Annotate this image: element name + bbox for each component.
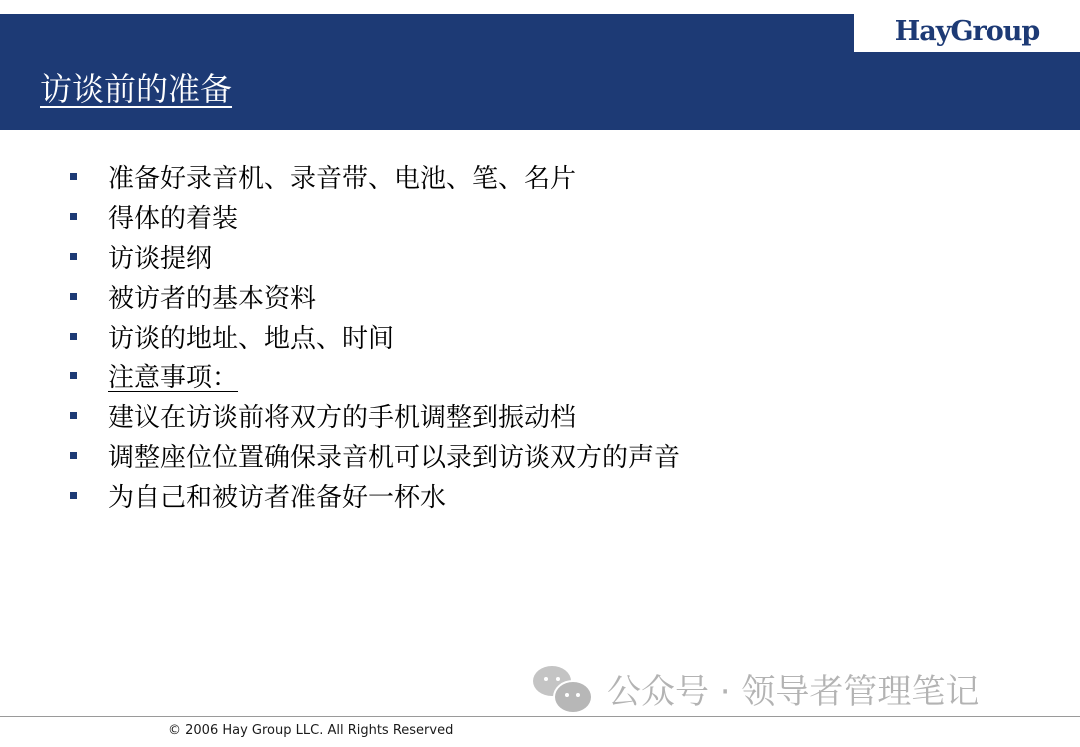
bullet-item xyxy=(70,316,680,356)
bullet-text: 访谈提纲 xyxy=(108,243,213,274)
square-bullet-icon xyxy=(70,372,77,379)
square-bullet-icon xyxy=(70,253,77,260)
square-bullet-icon xyxy=(70,492,77,499)
bullet-item xyxy=(70,197,680,237)
bullet-text: 得体的着装 xyxy=(108,204,239,235)
bubble-eye xyxy=(565,693,569,697)
footer-divider xyxy=(0,716,1080,717)
bubble-eye xyxy=(544,677,548,681)
square-bullet-icon xyxy=(70,452,77,459)
bullet-text: 注意事项： xyxy=(108,363,239,394)
bullet-list xyxy=(70,157,680,515)
bullet-item xyxy=(70,436,680,476)
slide-title: 访谈前的准备 xyxy=(40,70,233,108)
bullet-text: 被访者的基本资料 xyxy=(108,283,317,314)
square-bullet-icon xyxy=(70,293,77,300)
bullet-text: 准备好录音机、录音带、电池、笔、名片 xyxy=(108,164,577,195)
bullet-item xyxy=(70,356,680,396)
square-bullet-icon xyxy=(70,173,77,180)
square-bullet-icon xyxy=(70,213,77,220)
bullet-text: 访谈的地址、地点、时间 xyxy=(108,323,395,354)
square-bullet-icon xyxy=(70,412,77,419)
bullet-text: 调整座位位置确保录音机可以录到访谈双方的声音 xyxy=(108,442,681,473)
copyright-text: © 2006 Hay Group LLC. All Rights Reserved xyxy=(168,723,454,738)
bubble-eye xyxy=(556,677,560,681)
bullet-item xyxy=(70,396,680,436)
chat-bubble-small xyxy=(553,680,593,714)
watermark-text: 公众号 · 领导者管理笔记 xyxy=(607,672,980,712)
watermark xyxy=(533,664,979,713)
bullet-item xyxy=(70,475,680,515)
bullet-text: 建议在访谈前将双方的手机调整到振动档 xyxy=(108,403,577,434)
logo-box xyxy=(854,10,1080,52)
haygroup-logo: HayGroup xyxy=(894,15,1040,47)
wechat-icon xyxy=(533,666,591,712)
bullet-item xyxy=(70,157,680,197)
bullet-item xyxy=(70,276,680,316)
bullet-item xyxy=(70,237,680,277)
bullet-text: 为自己和被访者准备好一杯水 xyxy=(108,482,447,513)
square-bullet-icon xyxy=(70,333,77,340)
bubble-eye xyxy=(576,693,580,697)
